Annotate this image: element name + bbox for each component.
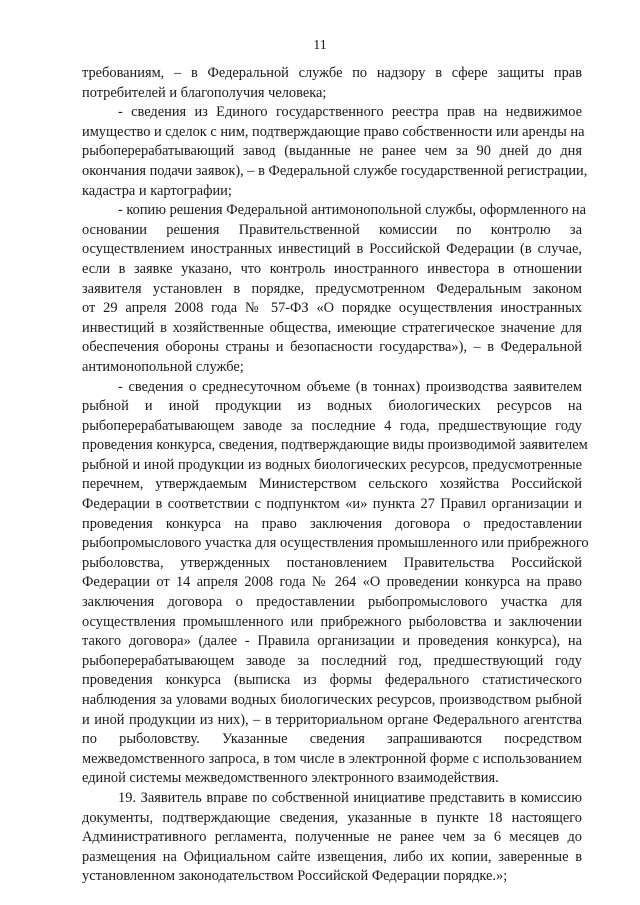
text-line: окончания подачи заявок), – в Федеральной службе государственной регистрации, (82, 162, 588, 179)
text-line: обеспечения обороны страны и безопасности государства»), – в Федеральной (82, 339, 582, 356)
text-line: проведения конкурса (выписка из формы федерального статистического (82, 672, 582, 689)
text-line: по рыболовству. Указанные сведения запрашиваются посредством (82, 731, 582, 748)
text-line: проведения конкурса, сведения, подтверждающие виды производимой заявителем (82, 437, 588, 454)
text-line: Федерации от 14 апреля 2008 года № 264 «О проведении конкурса на право (82, 574, 582, 591)
text-line: перечнем, утверждаемым Министерством сельского хозяйства Российской (82, 476, 582, 493)
text-line: рыболовства, утвержденных постановлением Правительства Российской (82, 554, 582, 571)
text-line: проведения конкурса на право заключения договора о предоставлении (82, 515, 582, 532)
text-line: Административного регламента, полученные не ранее чем за 6 месяцев до (82, 829, 582, 846)
text-line: такого договора» (далее - Правила организации и проведения конкурса), на (82, 633, 582, 650)
text-line: требованиям, – в Федеральной службе по надзору в сфере защиты прав (82, 65, 582, 81)
text-line: документы, подтверждающие сведения, указанные в пункте 18 настоящего (82, 809, 582, 826)
text-line: заявителя установлен в порядке, предусмотренном Федеральным законом (82, 280, 582, 297)
page-number: 11 (313, 38, 327, 53)
text-line: рыбоперерабатывающий завод (выданные не ранее чем за 90 дней до дня (82, 143, 582, 160)
text-line: от 29 апреля 2008 года № 57-ФЗ «О порядке осуществления иностранных (82, 300, 582, 317)
text-line: единой системы межведомственного электронного взаимодействия. (82, 770, 499, 787)
text-line: осуществлением иностранных инвестиций в Российской Федерации (в случае, (82, 241, 582, 258)
text-line: заключения договора о предоставлении рыбопромыслового участка для (82, 594, 582, 611)
text-line: Федерации в соответствии с подпунктом «и» пункта 27 Правил организации и (82, 496, 582, 513)
text-line: рыбоперерабатывающем заводе за последний год, предшествующий году (82, 652, 582, 669)
paragraph (82, 378, 589, 789)
text-line: рыбоперерабатывающем заводе за последние 4 года, предшествующие году (82, 417, 582, 434)
text-line: рыбной и иной продукции из водных биологических ресурсов на (82, 398, 582, 415)
text-line: рыбной и иной продукции из водных биологических ресурсов, предусмотренные (82, 456, 582, 473)
paragraph (82, 789, 582, 887)
text-line: размещения на Официальном сайте извещения, либо их копии, заверенные в (82, 848, 582, 865)
text-line: наблюдения за уловами водных биологических ресурсов, производством рыбной (82, 692, 582, 708)
paragraph (82, 103, 588, 201)
text-line: - сведения из Единого государственного реестра прав на недвижимое (118, 104, 582, 121)
text-line: межведомственного запроса, в том числе в электронной форме с использованием (82, 750, 582, 767)
text-line: основании решения Правительственной комиссии по контролю за (82, 221, 582, 238)
document-body (82, 64, 589, 887)
text-line: потребителей и благополучия человека; (82, 84, 327, 101)
text-line: имущество и сделок с ним, подтверждающие право собственности или аренды на (82, 123, 585, 140)
text-line: инвестиций в хозяйственные общества, имеющие стратегическое значение для (82, 319, 582, 336)
paragraph (82, 64, 582, 103)
text-line: осуществления промышленного или прибрежного рыболовства и заключении (82, 613, 582, 630)
text-line: антимонопольной службе; (82, 358, 244, 375)
text-line: - копию решения Федеральной антимонопольной службы, оформленного на (118, 202, 587, 219)
text-line: установленном законодательством Российской Федерации порядке.»; (82, 868, 508, 885)
text-line: - сведения о среднесуточном объеме (в тоннах) производства заявителем (118, 378, 582, 395)
text-line: кадастра и картографии; (82, 182, 232, 199)
text-line: 19. Заявитель вправе по собственной инициативе представить в комиссию (118, 789, 582, 806)
text-line: и иной продукции из них), – в территориальном органе Федерального агентства (82, 711, 582, 728)
paragraph (82, 201, 587, 377)
text-line: рыбопромыслового участка для осуществления промышленного или прибрежного (82, 535, 589, 552)
text-line: если в заявке указано, что контроль иностранного инвестора в отношении (82, 260, 582, 277)
